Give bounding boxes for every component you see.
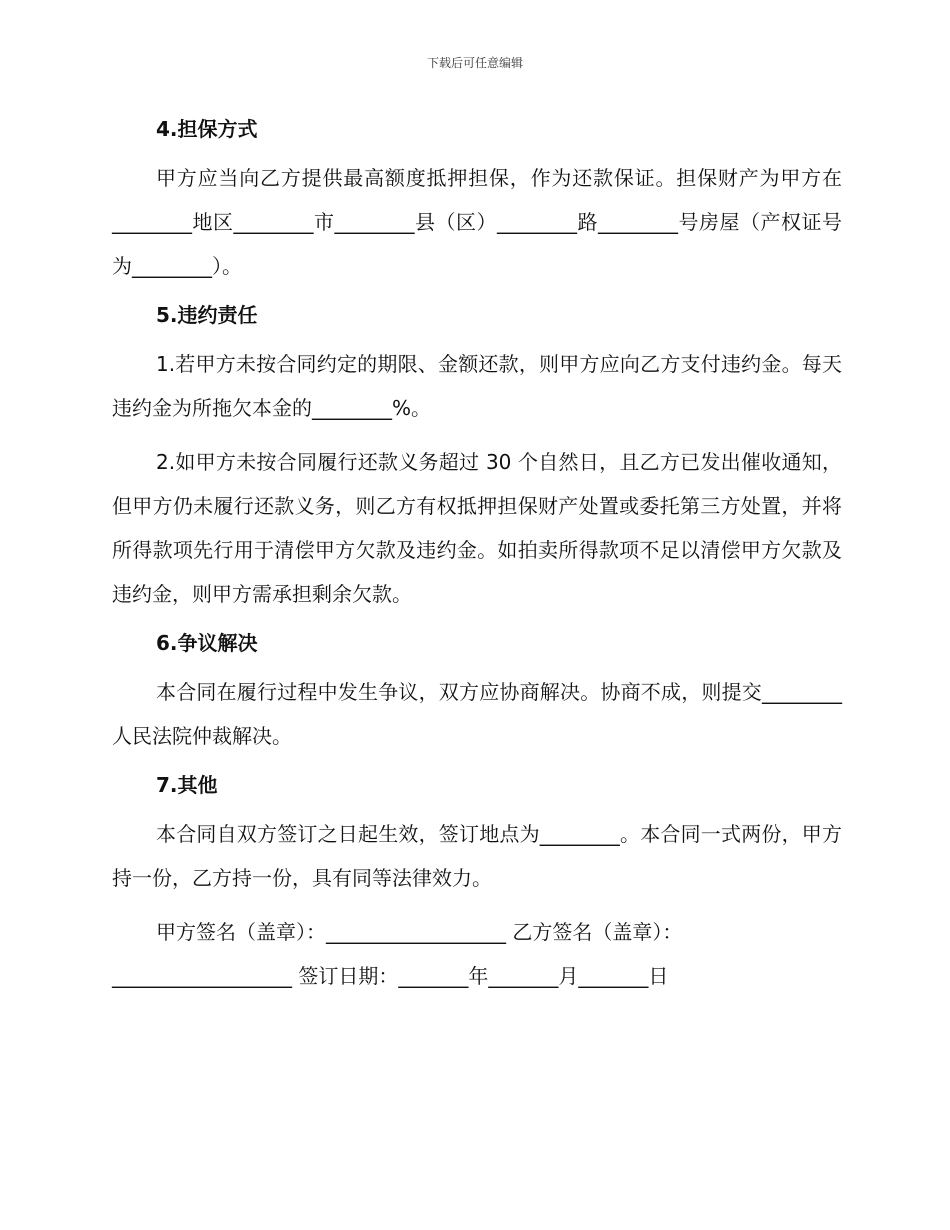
- paragraph: 本合同自双方签订之日起生效，签订地点为________。本合同一式两份，甲方持一份，乙方持一份，具有同等法律效力。: [112, 822, 842, 890]
- section-heading: 6.争议解决: [156, 631, 258, 655]
- section-other: [112, 768, 842, 998]
- paragraph: 2.如甲方未按合同履行还款义务超过 30 个自然日，且乙方已发出催收通知，但甲方仍未履行还款义务，则乙方有权抵押担保财产处置或委托第三方处置，并将所得款项先行用于清偿甲方欠款及违约金。如拍卖所得款项不足以清偿甲方欠款及违约金，则甲方需承担剩余欠款。: [112, 450, 842, 606]
- section-heading: 5.违约责任: [156, 303, 258, 327]
- section-heading: 7.其他: [156, 773, 218, 797]
- section-dispute: [112, 626, 842, 758]
- signature-line: 甲方签名（盖章）：__________________ 乙方签名（盖章）：: [156, 920, 683, 944]
- section-guarantee: [112, 112, 842, 288]
- header-note: 下载后可任意编辑: [426, 56, 523, 70]
- paragraph: 本合同在履行过程中发生争议，双方应协商解决。协商不成，则提交________人民法院仲裁解决。: [112, 680, 842, 748]
- section-heading: 4.担保方式: [156, 117, 258, 141]
- document-body: [112, 112, 842, 1008]
- paragraph: 1.若甲方未按合同约定的期限、金额还款，则甲方应向乙方支付违约金。每天违约金为所拖欠本金的________%。: [112, 352, 842, 420]
- signature-line: __________________ 签订日期：_______年_______月_______日: [112, 964, 669, 988]
- paragraph: 甲方应当向乙方提供最高额度抵押担保，作为还款保证。担保财产为甲方在________地区________市________县（区）________路________号房屋（产权证号为________）。: [112, 166, 842, 278]
- section-breach: [112, 298, 842, 616]
